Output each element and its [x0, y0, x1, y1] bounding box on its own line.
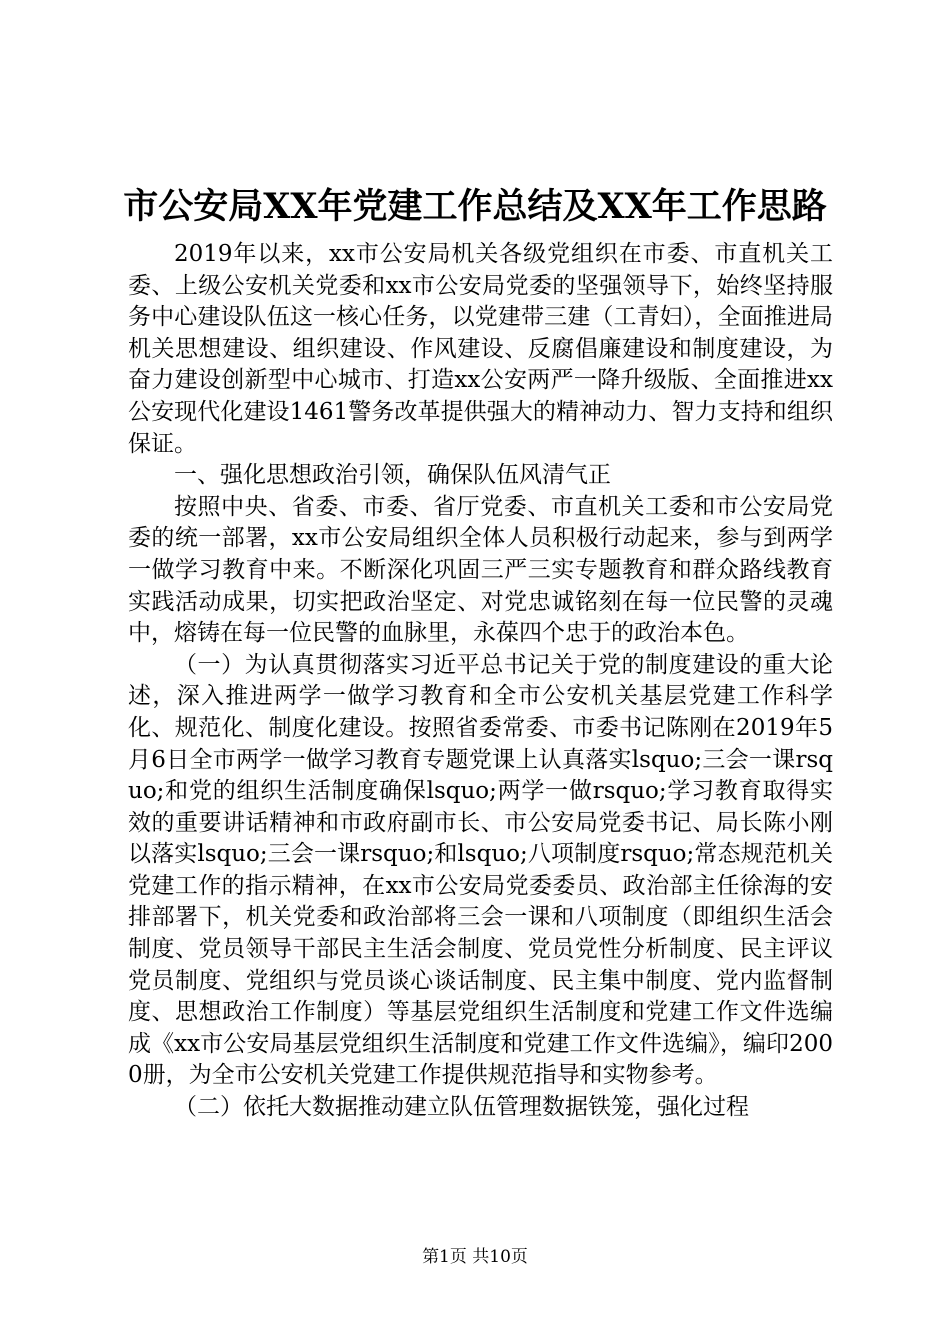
paragraph-intro: 2019年以来，xx市公安局机关各级党组织在市委、市直机关工委、上级公安机关党委和xx市公安局党委的坚强领导下，始终坚持服务中心建设队伍这一核心任务，以党建带三建（工青妇），全面推进局机关思想建设、组织建设、作风建设、反腐倡廉建设和制度建设，为奋力建设创新型中心城市、打造xx公安两严一降升级版、全面推进xx公安现代化建设1461警务改革提供强大的精神动力、智力支持和组织保证。 [128, 241, 833, 457]
section-heading-1: 一、强化思想政治引领，确保队伍风清气正 [174, 462, 611, 489]
paragraph-item-2: （二）依托大数据推动建立队伍管理数据铁笼，强化过程 [174, 1094, 749, 1121]
document-title: 市公安局XX年党建工作总结及XX年工作思路 [123, 186, 827, 227]
paragraph-section-1: 按照中央、省委、市委、省厅党委、市直机关工委和市公安局党委的统一部署，xx市公安局组织全体人员积极行动起来，参与到两学一做学习教育中来。不断深化巩固三严三实专题教育和群众路线教育实践活动成果，切实把政治坚定、对党忠诚铭刻在每一位民警的灵魂中，熔铸在每一位民警的血脉里，永葆四个忠于的政治本色。 [128, 493, 833, 647]
page-footer: 第1页 共10页 [422, 1247, 528, 1267]
paragraph-item-1: （一）为认真贯彻落实习近平总书记关于党的制度建设的重大论述，深入推进两学一做学习教育和全市公安机关基层党建工作科学化、规范化、制度化建设。按照省委常委、市委书记陈刚在2019年5月6日全市两学一做学习教育专题党课上认真落实lsquo;三会一课rsquo;和党的组织生活制度确保lsquo;两学一做rsquo;学习教育取得实效的重要讲话精神和市政府副市长、市公安局党委书记、局长陈小刚以落实lsquo;三会一课rsquo;和lsquo;八项制度rsquo;常态规范机关党建工作的指示精神，在xx市公安局党委委员、政治部主任徐海的安排部署下，机关党委和政治部将三会一课和八项制度（即组织生活会制度、党员领导干部民主生活会制度、党员党性分析制度、民主评议党员制度、党组织与党员谈心谈话制度、民主集中制度、党内监督制度、思想政治工作制度）等基层党组织生活制度和党建工作文件选编成《xx市公安局基层党组织生活制度和党建工作文件选编》，编印2000册，为全市公安机关党建工作提供规范指导和实物参考。 [128, 651, 833, 1089]
document-body [128, 239, 833, 1124]
